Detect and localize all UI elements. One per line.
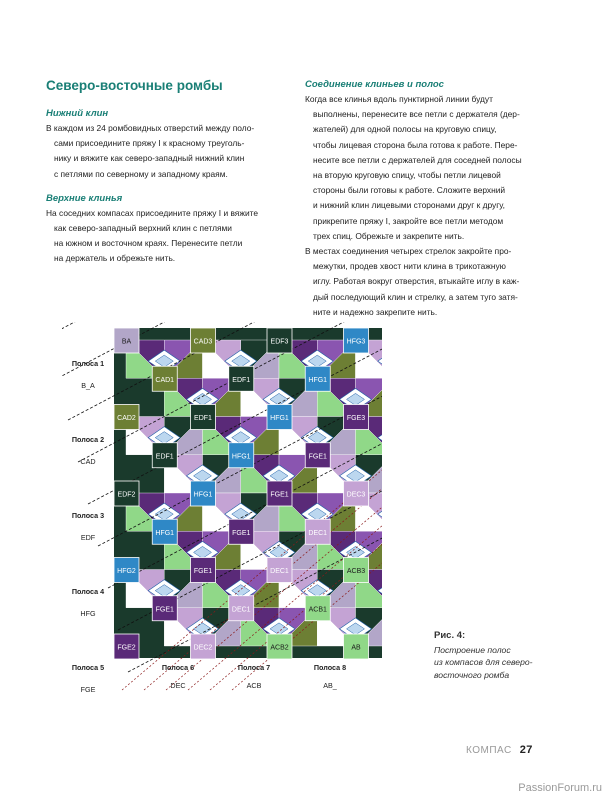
text-line: стороны были готовы к работе. Сложите верхний xyxy=(313,185,506,196)
text-line: В местах соединения четырех стрелок закройте про- xyxy=(305,246,512,257)
text-line: сами присоедините пряжу I к красному треуголь- xyxy=(54,138,245,149)
text-line: на держатель и обрежьте нить. xyxy=(54,253,176,264)
compass-square-label: HFG1 xyxy=(270,415,289,422)
strip-label-code: AB_ xyxy=(323,681,337,690)
subheading-upper-wedges: Верхние клинья xyxy=(46,192,123,204)
compass-square-label: DEC3 xyxy=(346,491,366,499)
compass-square-label: EDF3 xyxy=(270,338,289,346)
strip-label-title: Полоса 6 xyxy=(161,663,195,672)
compass-square-label: EDF1 xyxy=(232,376,251,384)
compass-square-label: DEC1 xyxy=(270,568,289,575)
upper-wedges-paragraph xyxy=(46,206,308,267)
compass-square-label: FGE1 xyxy=(155,606,174,614)
compass-square-label: FGE1 xyxy=(193,568,213,575)
strip-label-title: Полоса 2 xyxy=(71,435,105,444)
compass-square-label: EDF2 xyxy=(117,491,136,499)
strip-label-code: ACB xyxy=(246,681,262,690)
text-line: ните и надежно закрепите нить. xyxy=(313,306,438,317)
text-line: межутки, продев хвост нити клина в трикотажную xyxy=(313,261,506,272)
joining-paragraph-2 xyxy=(305,244,567,320)
caption-title: Рис. 4: xyxy=(434,630,466,641)
caption-line: восточного ромба xyxy=(434,669,510,680)
text-line: На соседних компасах присоедините пряжу I и вяжите xyxy=(46,207,259,218)
strip-label-title: Полоса 3 xyxy=(71,511,105,520)
caption-line: из компасов для северо- xyxy=(434,657,533,667)
caption-text xyxy=(434,644,564,682)
compass-square-label: DEC1 xyxy=(231,606,251,614)
strip-assembly-diagram xyxy=(62,322,382,694)
text-line: трех спиц. Обрежьте и закрепите нить. xyxy=(313,230,465,241)
compass-square-label: EDF1 xyxy=(155,453,174,461)
compass-square-label: HFG3 xyxy=(346,338,366,346)
compass-square-label: BA xyxy=(121,338,132,346)
text-line: жателей) для одной полосы на круговую спицу, xyxy=(313,124,497,135)
compass-square-label: FGE1 xyxy=(232,529,251,537)
page-number: 27 xyxy=(519,744,533,756)
compass-square-label: HFG1 xyxy=(231,453,251,461)
strip-label-title: Полоса 1 xyxy=(71,359,105,368)
watermark: PassionForum.ru xyxy=(518,782,602,794)
strip-label-title: Полоса 7 xyxy=(237,663,271,672)
text-line: Когда все клинья вдоль пунктирной линии будут xyxy=(305,94,493,104)
compass-square-label: HFG1 xyxy=(155,529,175,537)
strip-label-code: FGE xyxy=(80,685,96,694)
strip-label-title: Полоса 5 xyxy=(71,663,105,672)
compass-square-label: HFG2 xyxy=(117,568,136,575)
strip-label-code: EDF xyxy=(80,533,96,542)
compass-square-label: ACB3 xyxy=(346,568,366,575)
text-line: нику и вяжите как северо-западный нижний клин xyxy=(54,153,245,164)
text-line: В каждом из 24 ромбовидных отверстий между поло- xyxy=(46,123,255,133)
section-heading: Северо-восточные ромбы xyxy=(46,78,223,93)
strip-label-code: B_A xyxy=(81,381,95,390)
strip-label-title: Полоса 8 xyxy=(313,663,347,672)
subheading-lower-wedge: Нижний клин xyxy=(46,108,109,119)
running-section-title: КОМПАС xyxy=(466,745,512,756)
compass-square-label: CAD1 xyxy=(155,376,175,384)
compass-square-label: FGE1 xyxy=(270,491,289,499)
strip-label-title: Полоса 4 xyxy=(71,587,105,596)
right-column xyxy=(305,78,567,320)
left-column xyxy=(46,78,308,267)
text-line: несите все петли с держателей для соседней полосы xyxy=(313,154,522,165)
text-line: как северо-западный верхний клин с петлями xyxy=(54,223,232,234)
strip-label-code: HFG xyxy=(80,609,96,618)
figure-caption xyxy=(434,630,564,681)
compass-square-label: FGE1 xyxy=(308,453,327,461)
text-line: на южном и восточном краях. Перенесите петли xyxy=(54,238,243,249)
page-footer xyxy=(466,744,533,756)
text-line: прикрепите пряжу I, закройте все петли методом xyxy=(313,215,504,226)
text-line: выполнены, перенесите все петли с держателя (дер- xyxy=(313,109,520,120)
text-line: дый последующий клин и стрелку, а затем туго затя- xyxy=(313,291,518,302)
lower-wedge-paragraph xyxy=(46,121,308,182)
strip-label-code: DEC xyxy=(170,681,186,690)
text-line: с петлями по северному и западному краям. xyxy=(54,168,228,179)
compass-square-label: ACB1 xyxy=(308,606,327,614)
text-line: чтобы лицевая сторона была готова к работе. Пере- xyxy=(313,139,518,150)
subheading-joining: Соединение клиньев и полос xyxy=(305,79,444,90)
joining-paragraph-1 xyxy=(305,92,567,244)
compass-square-label: CAD3 xyxy=(193,338,213,346)
text-line: на вторую круговую спицу, чтобы петли лицевой xyxy=(313,170,501,181)
text-line: иглу. Работая вокруг отверстия, втыкайте иглу в каж- xyxy=(313,276,520,287)
strip-label-code: CAD xyxy=(80,457,96,466)
compass-square-label: FGE2 xyxy=(117,644,136,652)
compass-square-label: CAD2 xyxy=(117,415,136,422)
compass-square-label: EDF1 xyxy=(194,415,212,422)
compass-square-label: DEC1 xyxy=(308,529,328,537)
text-line: и нижний клин лицевыми сторонами друг к другу, xyxy=(313,200,505,211)
compass-square-label: AB xyxy=(351,644,361,652)
compass-square-label: HFG1 xyxy=(193,491,213,499)
caption-line: Построение полос xyxy=(434,644,511,655)
compass-square-label: DEC2 xyxy=(193,644,213,652)
compass-square-label: HFG1 xyxy=(308,376,328,384)
compass-square-label: FGE3 xyxy=(346,415,366,422)
compass-square-label: ACB2 xyxy=(270,644,289,652)
